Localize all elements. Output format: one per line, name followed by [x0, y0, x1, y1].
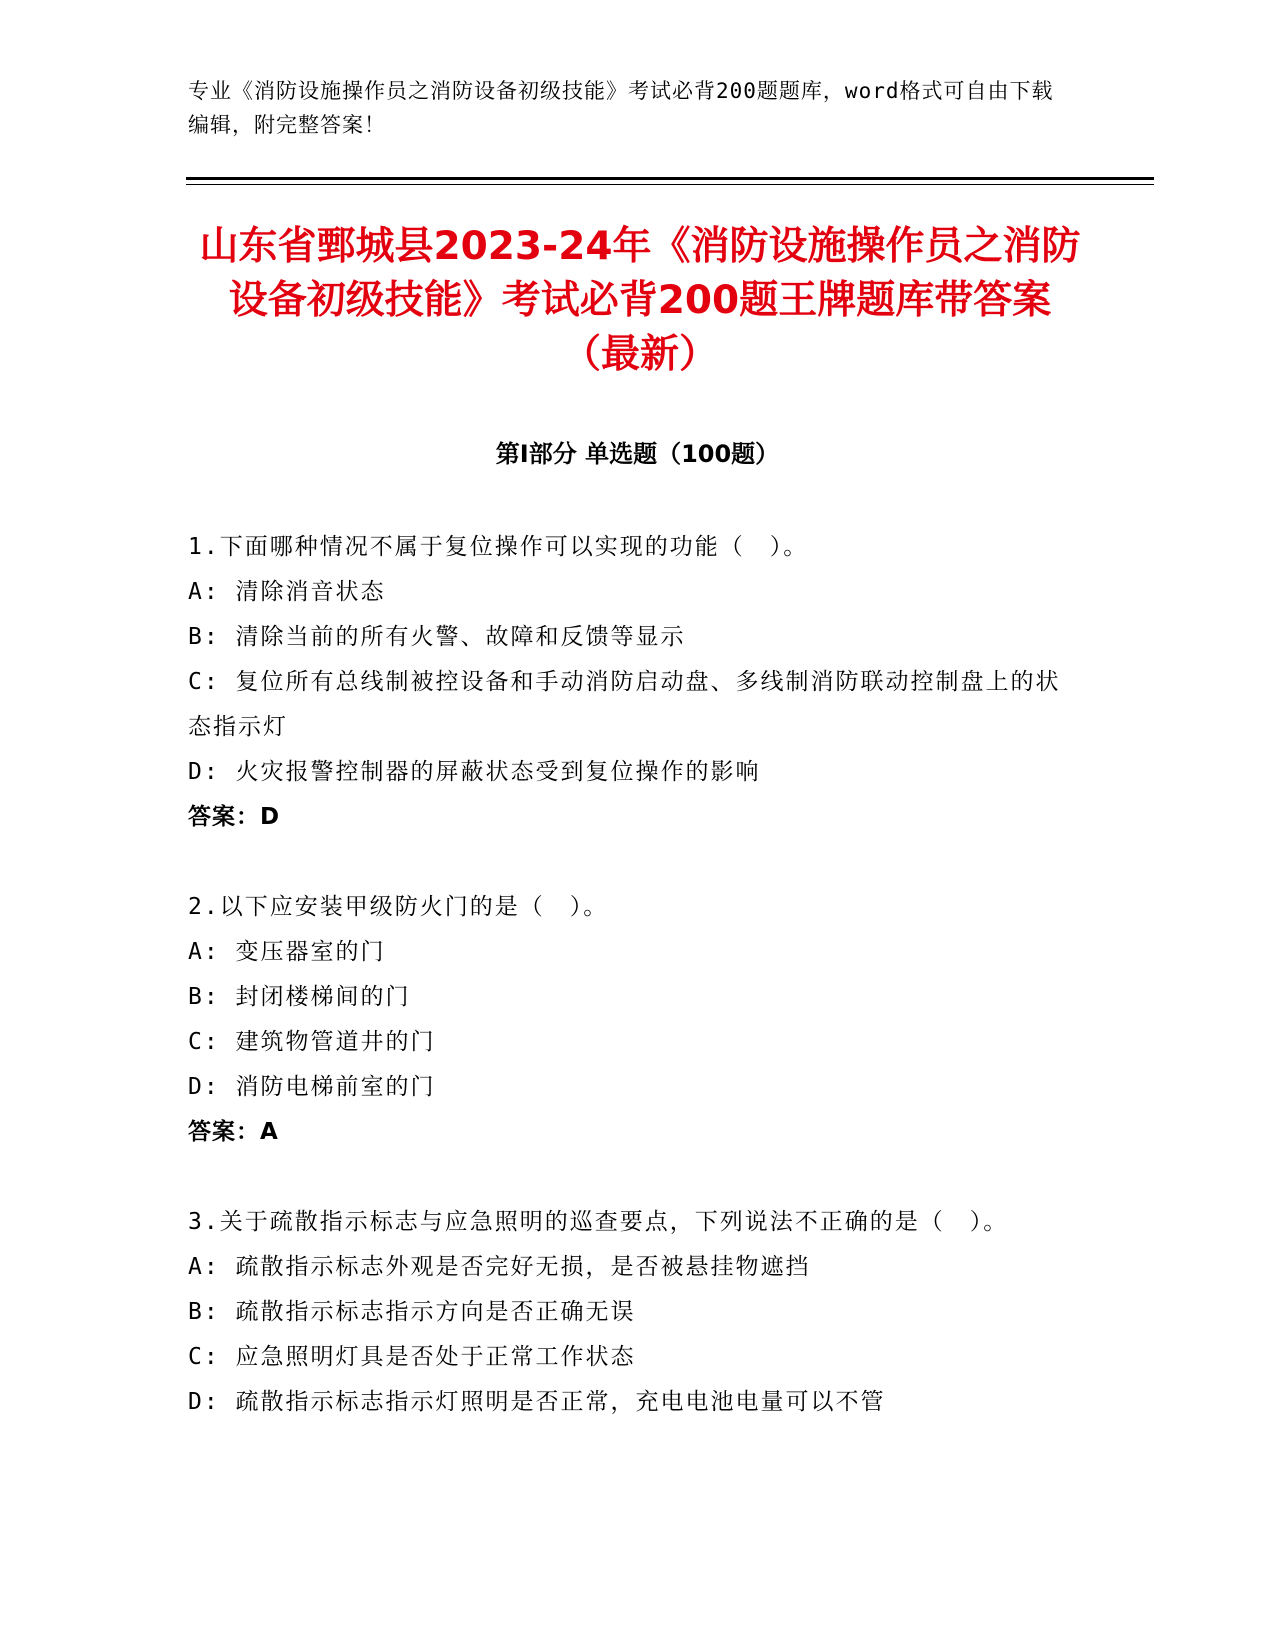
option-d: D: 火灾报警控制器的屏蔽状态受到复位操作的影响: [188, 759, 761, 785]
option-a: A: 变压器室的门: [188, 939, 386, 965]
question-list: [188, 525, 1073, 1470]
section-heading: 第Ⅰ部分 单选题（100题）: [495, 440, 780, 468]
option-a: A: 疏散指示标志外观是否完好无损，是否被悬挂物遮挡: [188, 1254, 811, 1280]
document-title: 山东省鄄城县2023-24年《消防设施操作员之消防设备初级技能》考试必背200题王牌题库带答案（最新）: [199, 224, 1081, 377]
option-b: B: 清除当前的所有火警、故障和反馈等显示: [188, 624, 686, 650]
answer-text: 答案：A: [188, 1119, 279, 1145]
question-text: 2.以下应安装甲级防火门的是（ ）。: [188, 894, 609, 920]
option-c: C: 建筑物管道井的门: [188, 1029, 436, 1055]
question-item: [188, 885, 1073, 1155]
question-item: [188, 1200, 1073, 1425]
option-b: B: 封闭楼梯间的门: [188, 984, 411, 1010]
question-text: 3.关于疏散指示标志与应急照明的巡查要点，下列说法不正确的是（ ）。: [188, 1209, 1009, 1235]
option-a: A: 清除消音状态: [188, 579, 386, 605]
header-divider-thin: [186, 184, 1154, 185]
question-text: 1.下面哪种情况不属于复位操作可以实现的功能（ ）。: [188, 534, 809, 560]
option-d: D: 疏散指示标志指示灯照明是否正常，充电电池电量可以不管: [188, 1389, 886, 1415]
option-c: C: 应急照明灯具是否处于正常工作状态: [188, 1344, 636, 1370]
answer-text: 答案：D: [188, 804, 281, 830]
option-b: B: 疏散指示标志指示方向是否正确无误: [188, 1299, 636, 1325]
question-item: [188, 525, 1073, 840]
option-c: C: 复位所有总线制被控设备和手动消防启动盘、多线制消防联动控制盘上的状态指示灯: [188, 669, 1061, 740]
option-d: D: 消防电梯前室的门: [188, 1074, 436, 1100]
header-note: 专业《消防设施操作员之消防设备初级技能》考试必背200题题库，word格式可自由下载编辑，附完整答案！: [188, 79, 1054, 137]
header-divider-thick: [186, 177, 1154, 180]
